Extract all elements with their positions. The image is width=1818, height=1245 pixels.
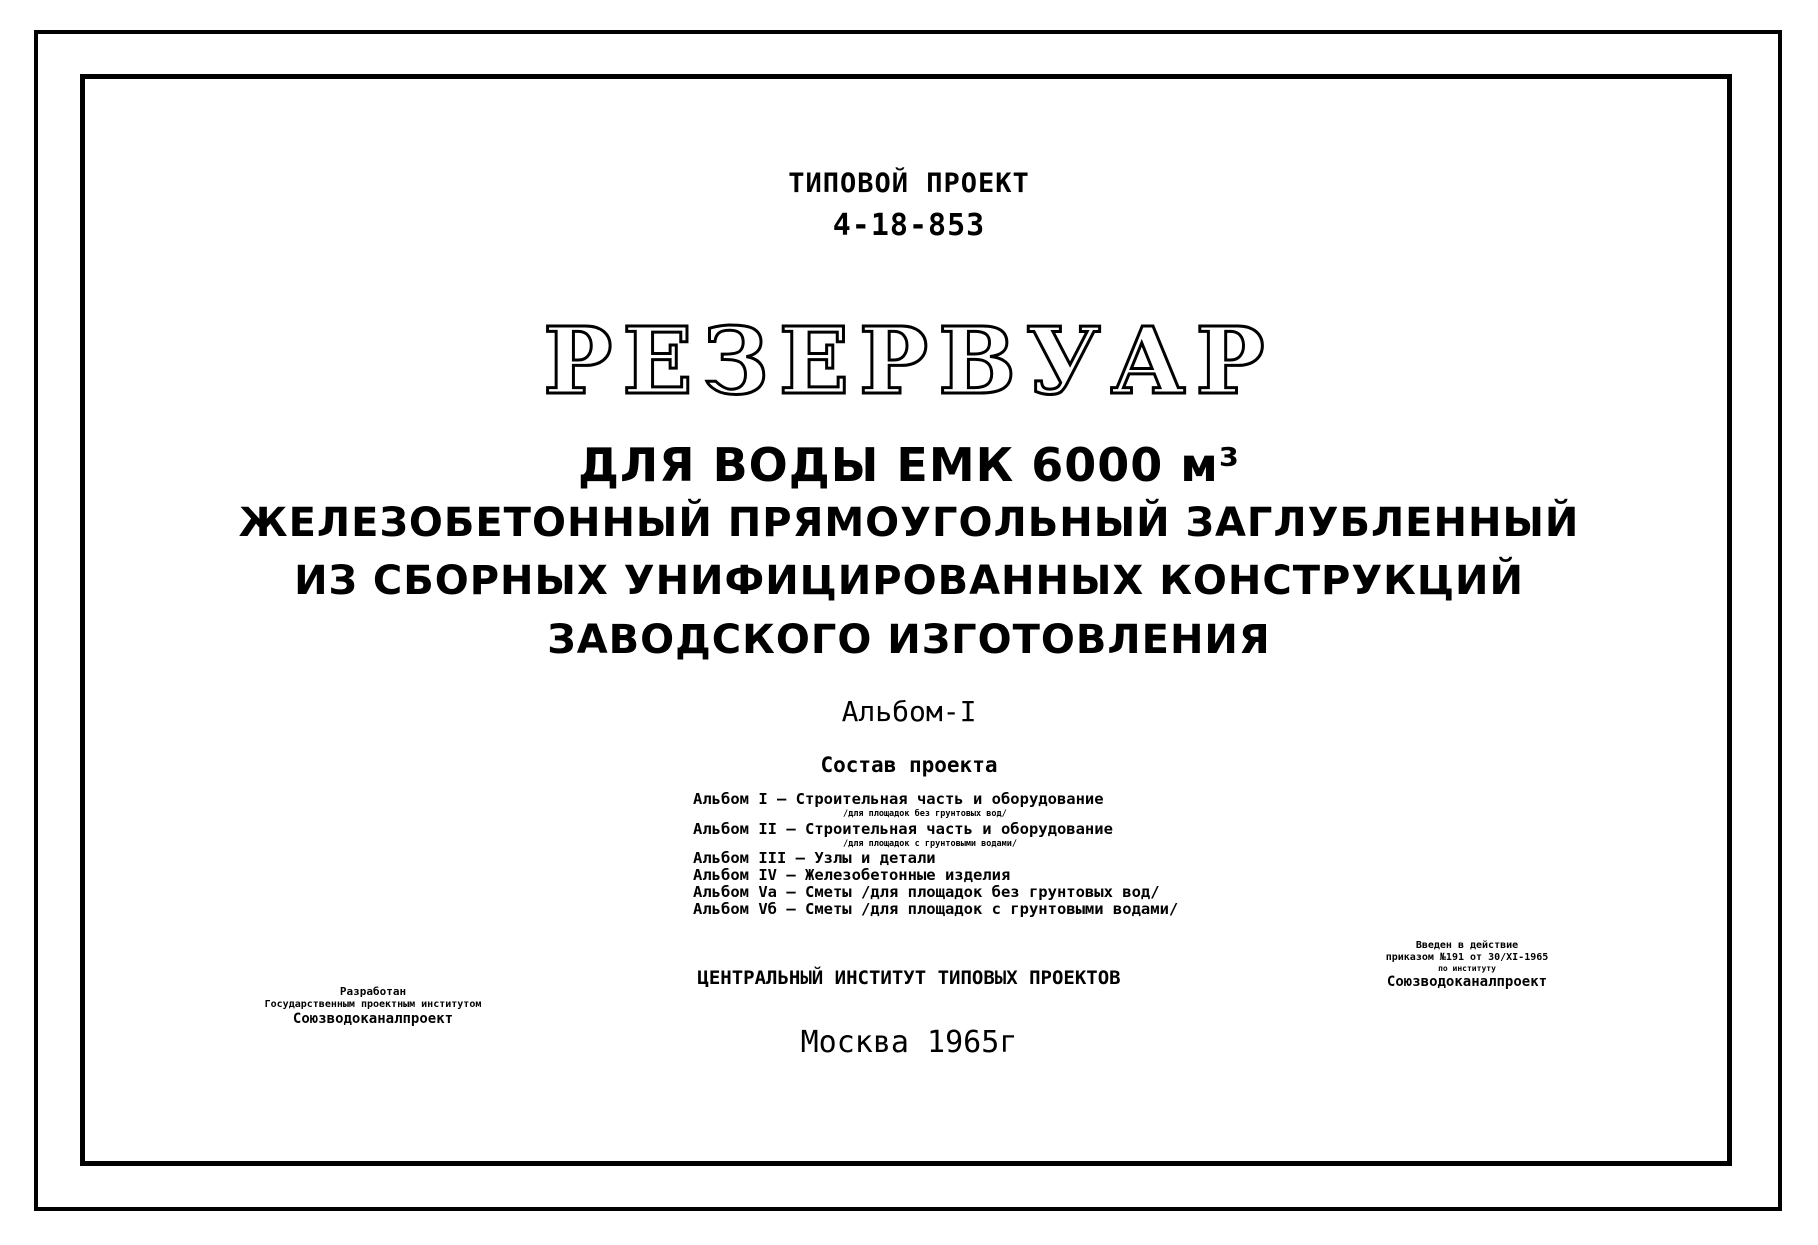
developer-block bbox=[228, 985, 518, 1028]
composition-item: Альбом III — Узлы и детали bbox=[693, 849, 936, 867]
album-number: Альбом-I bbox=[841, 695, 977, 728]
composition-item: Альбом Vб — Сметы /для площадок с грунтовыми водами/ bbox=[693, 900, 1179, 918]
composition-item: Альбом II — Строительная часть и оборудование bbox=[693, 820, 1113, 838]
approval-line1: Введен в действие bbox=[1415, 940, 1519, 951]
composition-note: /для площадок с грунтовыми водами/ bbox=[843, 839, 1017, 849]
city-year: Москва 1965г bbox=[800, 1025, 1018, 1060]
composition-note: /для площадок без грунтовых вод/ bbox=[843, 809, 1007, 819]
approval-order: приказом №191 от 30/XI-1965 bbox=[1385, 952, 1549, 963]
project-number: 4-18-853 bbox=[832, 208, 986, 243]
composition-item: Альбом I — Строительная часть и оборудование bbox=[693, 790, 1104, 808]
developer-org-type: Государственным проектным институтом bbox=[264, 999, 482, 1010]
subtitle-construction: ЖЕЛЕЗОБЕТОННЫЙ ПРЯМОУГОЛЬНЫЙ ЗАГЛУБЛЕННЫЙ bbox=[238, 500, 1580, 546]
composition-item: Альбом IV — Железобетонные изделия bbox=[693, 866, 1011, 884]
composition-item: Альбом Vа — Сметы /для площадок без грунтовых вод/ bbox=[693, 883, 1160, 901]
subtitle-materials: ИЗ СБОРНЫХ УНИФИЦИРОВАННЫХ КОНСТРУКЦИЙ bbox=[294, 558, 1524, 604]
composition-list bbox=[693, 790, 1253, 918]
developer-label: Разработан bbox=[339, 985, 407, 998]
approval-block bbox=[1352, 940, 1582, 991]
project-type: ТИПОВОЙ ПРОЕКТ bbox=[788, 168, 1030, 199]
subtitle-capacity: ДЛЯ ВОДЫ ЕМК 6000 м³ bbox=[577, 438, 1241, 492]
main-title: РЕЗЕРВУАР bbox=[543, 307, 1275, 415]
developer-org-name: Союзводоканалпроект bbox=[292, 1011, 454, 1027]
subtitle-manufacture: ЗАВОДСКОГО ИЗГОТОВЛЕНИЯ bbox=[547, 617, 1271, 663]
approval-line3: по институту bbox=[1438, 964, 1496, 973]
institute-name: ЦЕНТРАЛЬНЫЙ ИНСТИТУТ ТИПОВЫХ ПРОЕКТОВ bbox=[697, 967, 1121, 989]
approval-org-name: Союзводоканалпроект bbox=[1386, 974, 1548, 990]
composition-title: Состав проекта bbox=[820, 753, 998, 777]
